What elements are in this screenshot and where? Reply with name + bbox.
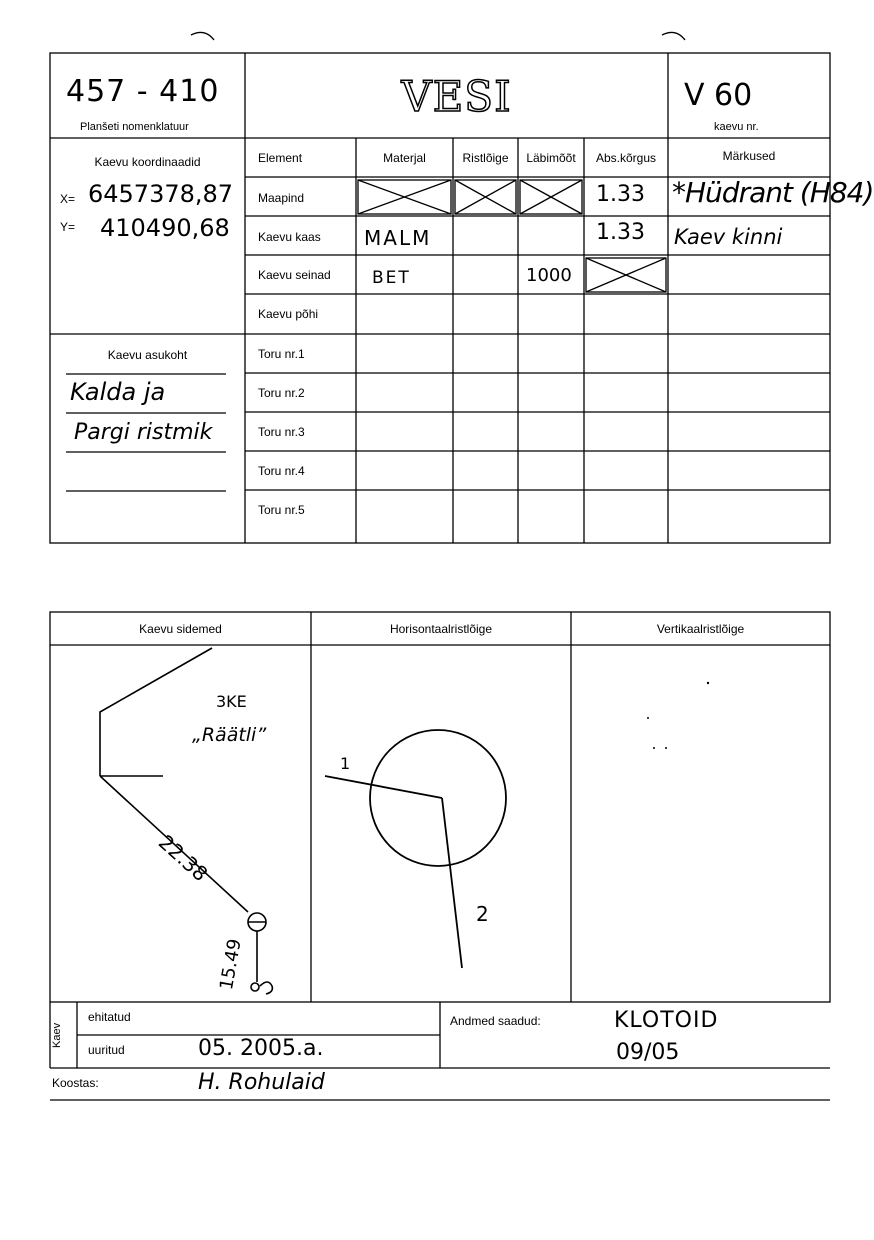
- cell-labimoot-seinad: 1000: [526, 265, 572, 286]
- footer-built-label: ehitatud: [88, 1010, 131, 1024]
- panel-title-vertical: Vertikaalristlõige: [656, 622, 745, 636]
- header-materjal: Materjal: [383, 151, 426, 165]
- cell-markused-kaas: Kaev kinni: [674, 225, 783, 249]
- footer-side-label: Kaev: [51, 1022, 63, 1048]
- coordinates-label: Kaevu koordinaadid: [94, 155, 201, 169]
- location-label: Kaevu asukoht: [107, 348, 188, 362]
- distance-label-2: 15.49: [216, 937, 246, 992]
- location-line-2: Pargi ristmik: [74, 420, 213, 445]
- row-label: Toru nr.3: [258, 425, 305, 439]
- pipe-label-1: 1: [340, 754, 351, 773]
- header-labimoot: Läbimõõt: [526, 151, 576, 165]
- reference-building-name: „Räätli”: [192, 724, 267, 746]
- row-label: Toru nr.5: [258, 503, 305, 517]
- header-ristloige: Ristlõige: [462, 151, 509, 165]
- cell-abs-maapind: 1.33: [596, 182, 645, 207]
- sheet-number: 457 - 410: [66, 74, 220, 109]
- header-markused: Märkused: [722, 149, 776, 163]
- page-title: VESI: [401, 72, 512, 121]
- footer-examined-value: 05. 2005.a.: [198, 1036, 324, 1061]
- footer-data-source: KLOTOID: [614, 1008, 719, 1033]
- cell-materjal-kaas: MALM: [364, 226, 432, 250]
- location-line-1: Kalda ja: [70, 378, 166, 406]
- horizontal-section-sketch: [325, 730, 506, 968]
- cell-markused-maapind: *Hüdrant (H84): [672, 176, 874, 209]
- x-label: X=: [60, 192, 76, 206]
- footer-data-label: Andmed saadud:: [450, 1014, 541, 1028]
- row-label: Toru nr.4: [258, 464, 305, 478]
- cell-materjal-seinad: BET: [372, 268, 411, 288]
- header-abs-korgus: Abs.kõrgus: [595, 151, 657, 165]
- pipe-label-2: 2: [476, 902, 489, 926]
- reference-building-code: 3KE: [216, 692, 247, 711]
- vertical-section-marks: [647, 682, 709, 749]
- footer-author-value: H. Rohulaid: [198, 1070, 325, 1095]
- footer-data-date: 09/05: [616, 1040, 680, 1065]
- y-coordinate: 410490,68: [100, 214, 230, 242]
- panel-title-horizontal: Horisontaalristlõige: [389, 622, 493, 636]
- footer-author-label: Koostas:: [52, 1076, 99, 1090]
- row-label: Kaevu põhi: [258, 307, 319, 321]
- distance-label-1: 22.38: [153, 830, 213, 887]
- row-label: Maapind: [258, 191, 305, 205]
- well-number-label: kaevu nr.: [714, 121, 759, 133]
- sheet-label: Planšeti nomenklatuur: [80, 121, 189, 133]
- header-element: Element: [258, 151, 303, 165]
- y-label: Y=: [60, 220, 76, 234]
- row-label: Kaevu kaas: [258, 230, 321, 244]
- footer-examined-label: uuritud: [88, 1043, 125, 1057]
- row-label: Toru nr.2: [258, 386, 305, 400]
- panel-title-ties: Kaevu sidemed: [139, 622, 222, 636]
- row-label: Toru nr.1: [258, 347, 305, 361]
- row-label: Kaevu seinad: [258, 268, 331, 282]
- cell-abs-kaas: 1.33: [596, 220, 645, 245]
- x-coordinate: 6457378,87: [88, 180, 234, 208]
- well-number: V 60: [684, 78, 753, 113]
